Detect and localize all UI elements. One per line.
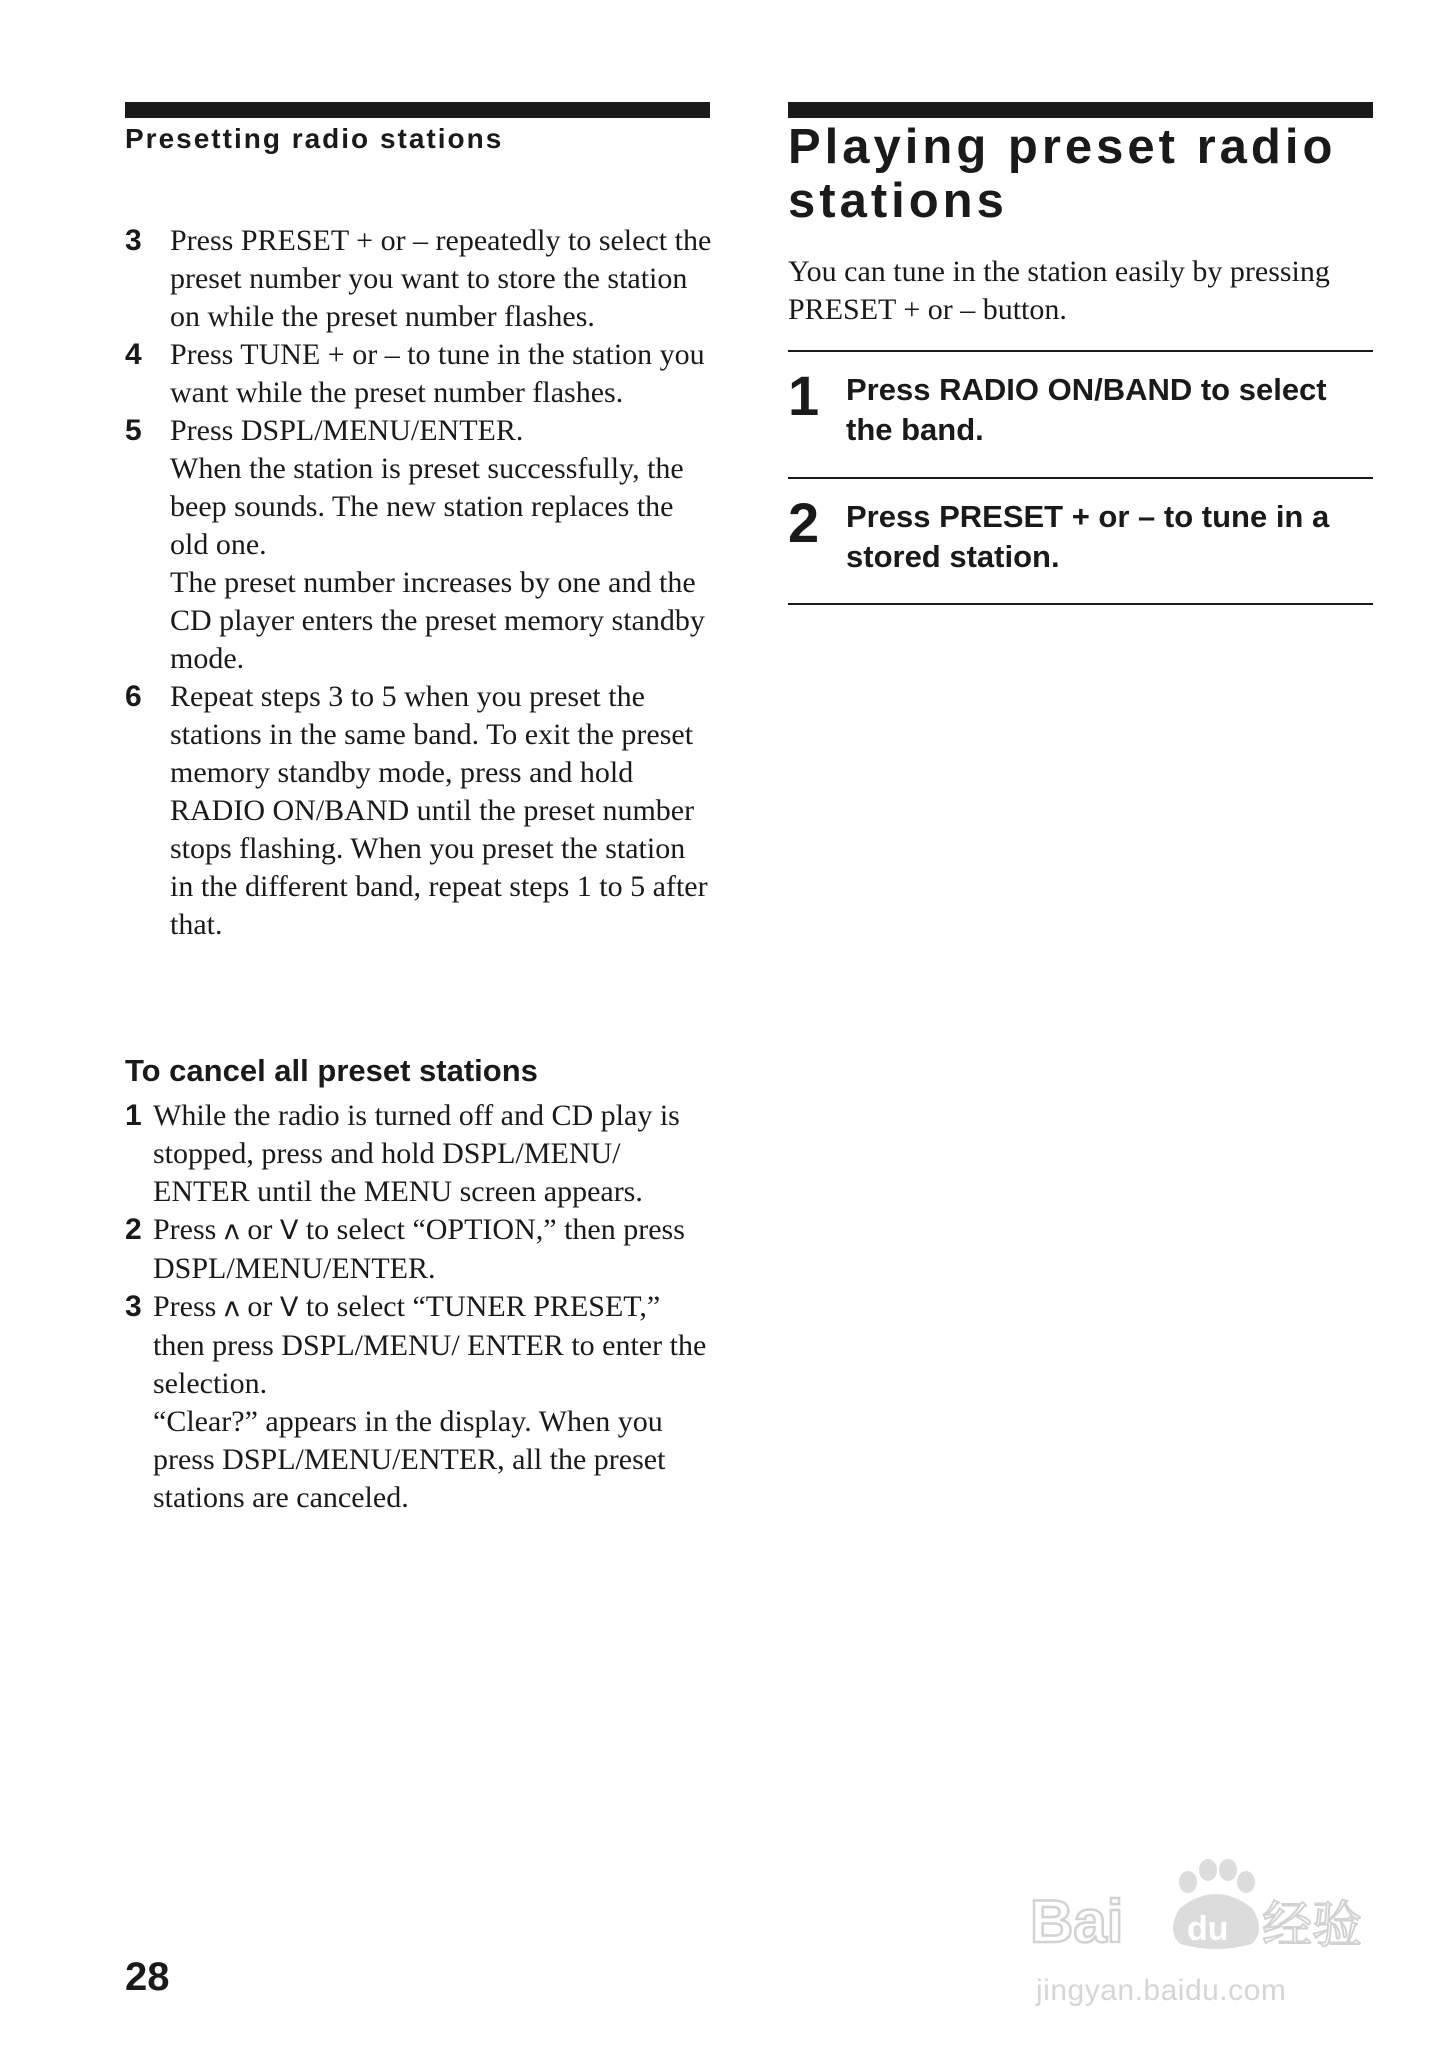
- step-word-press: Press: [153, 1290, 217, 1323]
- step-text-rest: to select “OPTION,” then press DSPL/MENU/ENTER.: [153, 1213, 685, 1285]
- left-header-rule: [125, 102, 710, 118]
- step-number: 5: [125, 414, 142, 447]
- step-number: 6: [125, 680, 142, 713]
- step-text: [170, 412, 715, 678]
- step-paragraph: Press TUNE + or – to tune in the station you want while the preset number flashes.: [170, 338, 705, 409]
- step-item: [125, 678, 715, 944]
- step-number: 3: [125, 224, 142, 257]
- cancel-steps-list: [125, 1097, 715, 1517]
- step-word-or: or: [247, 1290, 273, 1323]
- playing-step-2: [788, 491, 1378, 577]
- up-arrow-icon: ʌ: [223, 1215, 240, 1246]
- step-text: [170, 222, 715, 336]
- cancel-step-item: [125, 1211, 715, 1288]
- down-arrow-icon: V: [279, 1292, 299, 1323]
- step-number-large: 1: [788, 364, 820, 427]
- step-text: [170, 336, 715, 412]
- step-paragraph: Press PRESET + or – repeatedly to select the preset number you want to store the station on while the preset number flashes.: [170, 224, 712, 333]
- step-paragraph: When the station is preset successfully, the beep sounds. The new station replaces the old one.: [170, 452, 684, 561]
- step-divider: [788, 477, 1373, 479]
- step-text-rest: to select “TUNER PRESET,” then press DSPL/MENU/ ENTER to enter the selection.: [153, 1290, 707, 1400]
- step-text: [170, 678, 715, 944]
- step-paragraph: Press DSPL/MENU/ENTER.: [170, 414, 524, 447]
- step-text: While the radio is turned off and CD play is stopped, press and hold DSPL/MENU/ ENTER until the MENU screen appears.: [153, 1099, 680, 1208]
- step-divider: [788, 350, 1373, 352]
- intro-text: You can tune in the station easily by pressing PRESET + or – button.: [788, 255, 1330, 326]
- step-item: [125, 412, 715, 678]
- right-header-rule: [788, 102, 1373, 118]
- page-number: 28: [125, 1955, 170, 1999]
- preset-steps-list: [125, 222, 715, 944]
- cancel-heading: To cancel all preset stations: [125, 1053, 538, 1088]
- down-arrow-icon: V: [279, 1215, 299, 1246]
- step-text: [153, 1288, 715, 1517]
- step-divider: [788, 603, 1373, 605]
- watermark-logo-du: du: [1187, 1910, 1229, 1948]
- baidu-jingyan-watermark: [1030, 1850, 1370, 2020]
- step-paragraph: [153, 1288, 715, 1403]
- step-instruction: Press RADIO ON/BAND to select the band.: [846, 372, 1327, 447]
- step-number: 4: [125, 338, 142, 371]
- section-title: Playing preset radio stations: [788, 120, 1337, 228]
- watermark-url: jingyan.baidu.com: [1036, 1974, 1287, 2007]
- up-arrow-icon: ʌ: [223, 1292, 240, 1323]
- playing-step-1: [788, 364, 1378, 450]
- step-item: [125, 336, 715, 412]
- baidu-paw-logo-icon: [1030, 1850, 1370, 1970]
- step-paragraph: “Clear?” appears in the display. When you press DSPL/MENU/ENTER, all the preset stations are canceled.: [153, 1405, 666, 1514]
- watermark-logo-latin: Bai: [1030, 1888, 1124, 1955]
- step-text: [153, 1211, 715, 1288]
- cancel-step-item: [125, 1097, 715, 1211]
- step-number: 2: [125, 1213, 142, 1246]
- cancel-step-item: [125, 1288, 715, 1517]
- step-number: 3: [125, 1290, 142, 1323]
- step-word-or: or: [247, 1213, 273, 1246]
- step-number-large: 2: [788, 491, 820, 554]
- watermark-logo-cjk: 经验: [1262, 1896, 1362, 1954]
- step-instruction: Press PRESET + or – to tune in a stored station.: [846, 499, 1330, 574]
- step-item: [125, 222, 715, 336]
- running-head: Presetting radio stations: [125, 123, 504, 154]
- step-number: 1: [125, 1099, 142, 1132]
- step-word-press: Press: [153, 1213, 217, 1246]
- step-paragraph: Repeat steps 3 to 5 when you preset the stations in the same band. To exit the preset memory standby mode, press and hold RADIO ON/BAND until the preset number stops flashing. When you preset the station in the different band, repeat steps 1 to 5 after that.: [170, 680, 708, 941]
- step-paragraph: The preset number increases by one and the CD player enters the preset memory standby mode.: [170, 566, 705, 675]
